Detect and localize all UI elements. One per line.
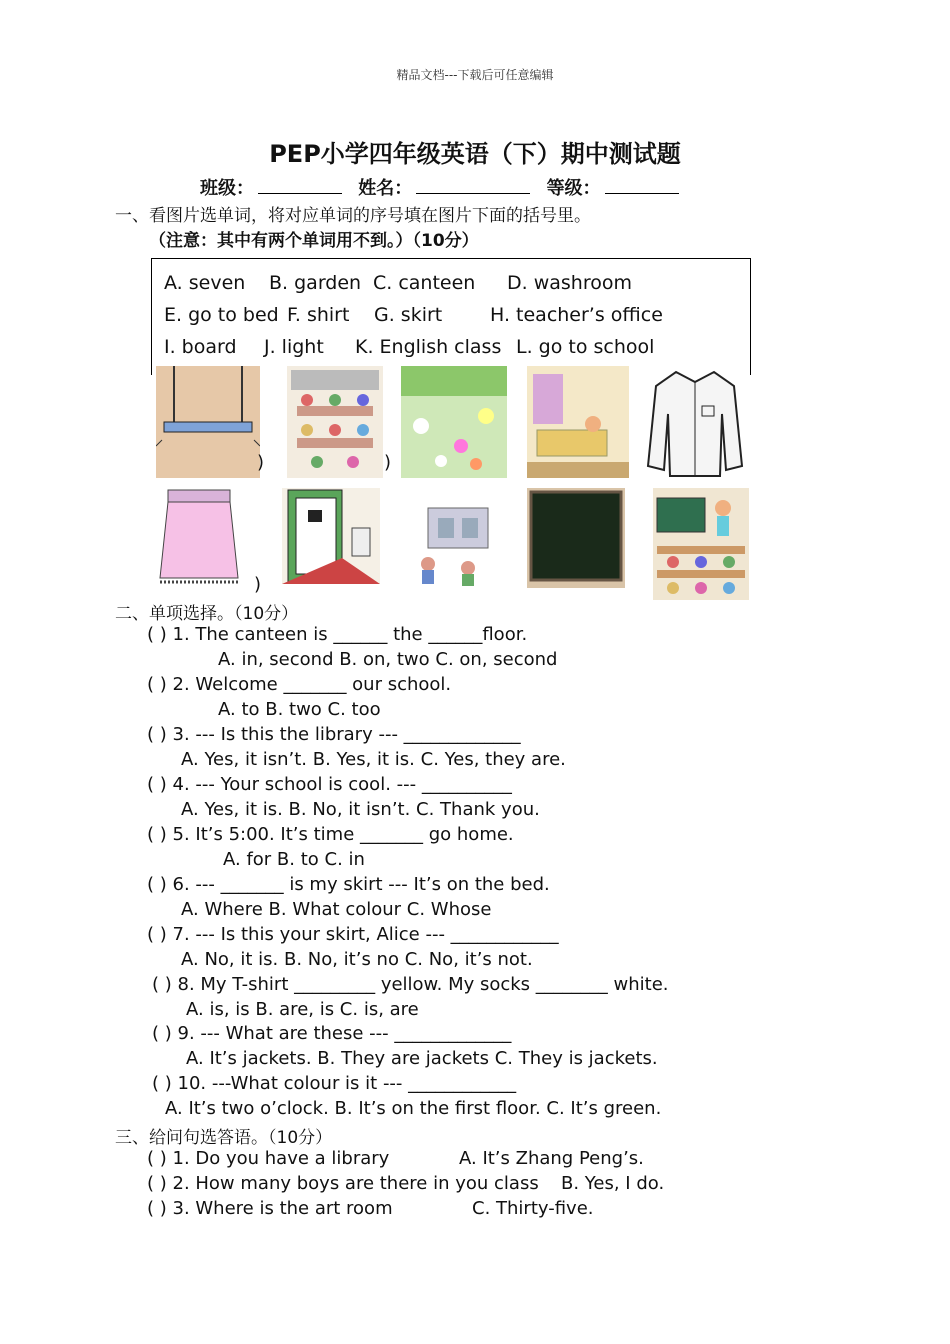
word: K. English class: [355, 336, 502, 358]
section2-heading: 二、单项选择。（10分）: [115, 604, 299, 624]
question: ( ) 8. My T-shirt _________ yellow. My socks ________ white.: [152, 974, 669, 995]
options: A. It’s jackets. B. They are jackets C. They is jackets.: [186, 1048, 658, 1069]
section3-heading: 三、给问句选答语。（10分）: [115, 1128, 333, 1148]
question: ( ) 10. ---What colour is it --- ____________: [152, 1073, 517, 1094]
question: ( ) 1. The canteen is ______ the ______floor.: [147, 624, 528, 645]
word: L. go to school: [516, 336, 655, 358]
word: J. light: [264, 336, 324, 358]
section1-note: （注意：其中有两个单词用不到。）（10分）: [149, 231, 479, 251]
word: D. washroom: [507, 272, 632, 294]
question: ( ) 9. --- What are these --- _____________: [152, 1023, 512, 1044]
garden-icon: [401, 366, 507, 478]
word: H. teacher’s office: [490, 304, 663, 326]
word: G. skirt: [374, 304, 443, 326]
word: E. go to bed: [164, 304, 279, 326]
question: ( ) 1. Do you have a library: [147, 1148, 390, 1169]
question: ( ) 3. Where is the art room: [147, 1198, 393, 1219]
answer-choice: A. It’s Zhang Peng’s.: [459, 1148, 644, 1169]
question: ( ) 3. --- Is this the library --- _____________: [147, 724, 521, 745]
grade-label: 等级：: [546, 178, 601, 199]
canteen-icon: [287, 366, 383, 478]
word: A. seven: [164, 272, 246, 294]
options: A. Yes, it isn’t. B. Yes, it is. C. Yes, they are.: [181, 749, 566, 770]
options: A. No, it is. B. No, it’s no C. No, it’s not.: [181, 949, 533, 970]
question: ( ) 2. How many boys are there in you class: [147, 1173, 539, 1194]
washroom-icon: [282, 488, 380, 584]
word: B. garden: [269, 272, 362, 294]
page-header: 精品文档---下载后可任意编辑: [396, 68, 554, 82]
question: ( ) 4. --- Your school is cool. --- __________: [147, 774, 512, 795]
word: F. shirt: [287, 304, 350, 326]
answer-paren[interactable]: ): [254, 574, 262, 595]
question: ( ) 5. It’s 5:00. It’s time _______ go home.: [147, 824, 514, 845]
answer-paren[interactable]: ): [384, 452, 392, 473]
options: A. to B. two C. too: [218, 699, 381, 720]
name-label: 姓名：: [358, 178, 413, 199]
question: ( ) 6. --- _______ is my skirt --- It’s on the bed.: [147, 874, 550, 895]
skirt-icon: [158, 488, 240, 588]
shirt-icon: [646, 366, 744, 478]
page-title: PEP小学四年级英语（下）期中测试题: [269, 140, 681, 168]
options: A. is, is B. are, is C. is, are: [186, 999, 419, 1020]
answer-choice: B. Yes, I do.: [561, 1173, 665, 1194]
office-icon: [408, 488, 504, 588]
bed-icon: [527, 366, 629, 478]
options: A. Where B. What colour C. Whose: [181, 899, 492, 920]
question: ( ) 7. --- Is this your skirt, Alice --- ____________: [147, 924, 559, 945]
board-icon: [527, 488, 625, 588]
options: A. Yes, it is. B. No, it isn’t. C. Thank you.: [181, 799, 540, 820]
light-icon: [156, 366, 260, 478]
options: A. for B. to C. in: [223, 849, 365, 870]
word: I. board: [164, 336, 237, 358]
class-label: 班级：: [200, 178, 254, 199]
student-info: [200, 174, 689, 200]
grade-blank[interactable]: [605, 177, 679, 194]
class-blank[interactable]: [258, 177, 342, 194]
question: ( ) 2. Welcome _______ our school.: [147, 674, 452, 695]
section1-heading: 一、看图片选单词，将对应单词的序号填在图片下面的括号里。: [115, 206, 591, 226]
word: C. canteen: [373, 272, 476, 294]
answer-choice: C. Thirty-five.: [472, 1198, 594, 1219]
name-blank[interactable]: [416, 177, 530, 194]
answer-paren[interactable]: ): [257, 452, 265, 473]
class-icon: [653, 488, 749, 600]
options: A. It’s two o’clock. B. It’s on the first floor. C. It’s green.: [165, 1098, 662, 1119]
options: A. in, second B. on, two C. on, second: [218, 649, 558, 670]
